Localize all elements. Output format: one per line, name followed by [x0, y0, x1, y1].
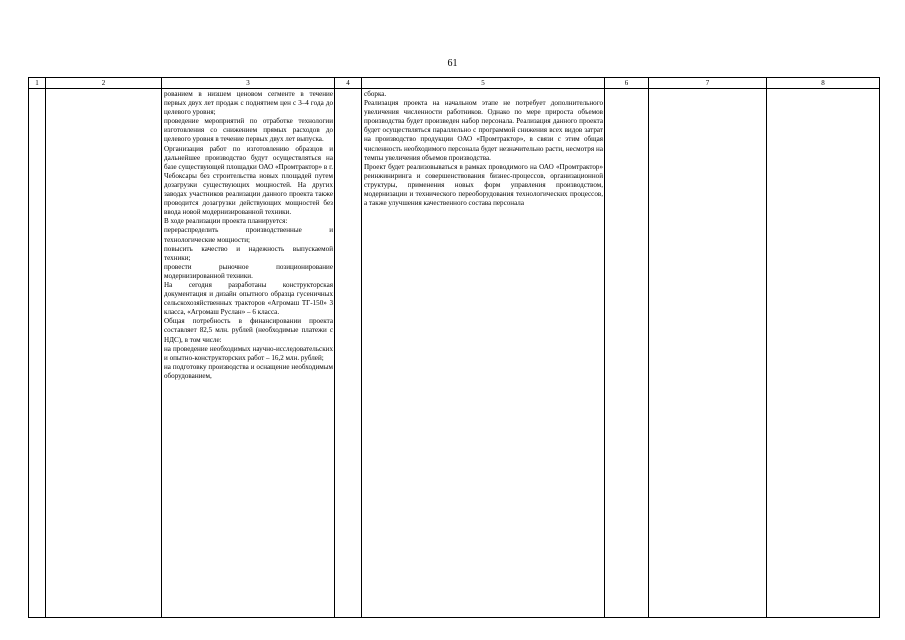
column-header-1: 1	[29, 78, 46, 89]
paragraph: рованием в низшем ценовом сегменте в течение первых двух лет продаж с поднятием цен с 3–4 года до целевого уровня;	[164, 90, 333, 117]
paragraph: на подготовку производства и оснащение необходимым оборудованием,	[164, 362, 333, 380]
paragraph: Организация работ по изготовлению образцов и дальнейшее производство будут осуществляться на базе существующей площадки ОАО «Промтрактор» в г. Чебоксары без строительства новых площадей путем дозагрузки существующих мощностей. На других заводах участников реализации данного проекта также проводится дозагрузки действующих мощностей без ввода новой модернизированной техники.	[164, 144, 333, 217]
column-8-cell	[767, 89, 880, 618]
column-6-cell	[605, 89, 649, 618]
column-5-cell	[362, 89, 605, 618]
paragraph: перераспределить производственные и технологические мощности;	[164, 226, 333, 244]
paragraph: сборка.	[364, 90, 387, 98]
column-4-cell	[335, 89, 362, 618]
column-header-8: 8	[767, 78, 880, 89]
paragraph: на проведение необходимых научно-исследовательских и опытно-конструкторских работ – 16,2 млн. рублей;	[164, 344, 333, 362]
paragraph: Проект будет реализовываться в рамках проводимого на ОАО «Промтрактор» реинжиниринга и совершенствования бизнес-процессов, организационной структуры, применения новых форм управления производством, модернизации и технического переоборудования технологических процессов, а также улучшения качественного состава персонала	[364, 162, 603, 208]
column-header-5: 5	[362, 78, 605, 89]
header-row	[29, 78, 880, 89]
column-7-cell	[649, 89, 767, 618]
column-3-text	[162, 89, 334, 381]
column-header-6: 6	[605, 78, 649, 89]
content-table	[28, 77, 880, 618]
paragraph: провести рыночное позиционирование модернизированной техники.	[164, 262, 333, 280]
paragraph: Общая потребность в финансировании проекта составляет 82,5 млн. рублей (необходимые платежи с НДС), в том числе:	[164, 317, 333, 344]
column-3-cell	[162, 89, 335, 618]
paragraph: На сегодня разработаны конструкторская документация и дизайн опытного образца гусеничных сельскохозяйственных тракторов «Агромаш ТГ-150» 3 класса, «Агромаш Руслан» – 6 класса.	[164, 280, 333, 317]
column-2-cell	[46, 89, 162, 618]
table-row	[29, 89, 880, 618]
paragraph: В ходе реализации проекта планируется:	[164, 217, 288, 226]
column-5-text	[362, 89, 604, 208]
paragraph: повысить качество и надежность выпускаемой техники;	[164, 244, 333, 262]
column-header-2: 2	[46, 78, 162, 89]
page-number: 61	[447, 58, 458, 69]
column-1-cell	[29, 89, 46, 618]
paragraph: проведение мероприятий по отработке технологии изготовления со снижением прямых расходов до целевого уровня в течение первых двух лет выпуска.	[164, 117, 333, 144]
column-header-7: 7	[649, 78, 767, 89]
column-header-3: 3	[162, 78, 335, 89]
column-header-4: 4	[335, 78, 362, 89]
paragraph: Реализация проекта на начальном этапе не потребует дополнительного увеличения численности работников. Однако по мере прироста объемов производства будет произведен набор персонала. Реализация данного проекта будет осуществляться параллельно с программой снижения всех видов затрат на производство продукции ОАО «Промтрактор», в связи с этим общая численность необходимого персонала будет незначительно расти, несмотря на темпы увеличения объемов производства.	[364, 99, 603, 162]
